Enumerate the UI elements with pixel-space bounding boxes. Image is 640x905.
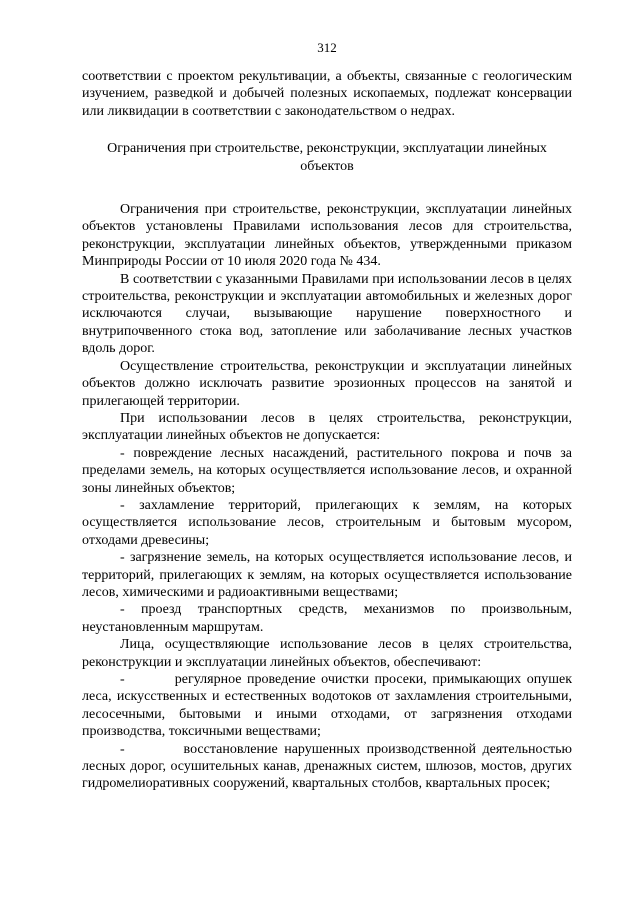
list-item: - загрязнение земель, на которых осуществляется использование лесов, и территорий, прилегающих к землям, на которых осуществляется использование лесов, химическими и радиоактивными веществами; [82,550,572,600]
paragraph: При использовании лесов в целях строительства, реконструкции, эксплуатации линейных объектов не допускается: [82,410,572,444]
section-heading: Ограничения при строительстве, реконструкции, эксплуатации линейных объектов [107,141,547,174]
list-item: - регулярное проведение очистки просеки, примыкающих опушек леса, искусственных и естественных водотоков от захламления строительными, лесосечными, бытовыми и иными отходами, от загрязнения отходами производства, токсичными веществами; [82,672,572,740]
list-item: - захламление территорий, прилегающих к землям, на которых осуществляется использование лесов, строительным и бытовым мусором, отходами древесины; [82,497,572,548]
list-item: - проезд транспортных средств, механизмов по произвольным, неустановленным маршрутам. [82,602,572,635]
paragraph: Ограничения при строительстве, реконструкции, эксплуатации линейных объектов установлены Правилами использования лесов для строительства, реконструкции, эксплуатации линейных объектов, утвержденными приказом Минприроды России от 10 июля 2020 года № 434. [82,202,572,270]
list-item: - восстановление нарушенных производственной деятельностью лесных дорог, осушительных канав, дренажных систем, шлюзов, мостов, других гидромелиоративных сооружений, квартальных столбов, квартальных просек; [82,741,572,792]
paragraph: Осуществление строительства, реконструкции и эксплуатации линейных объектов должно исключать развитие эрозионных процессов на занятой и прилегающей территории. [82,358,572,409]
document-body [82,68,572,793]
document-page [82,0,572,905]
paragraph: Лица, осуществляющие использование лесов в целях строительства, реконструкции и эксплуатации линейных объектов, обеспечивают: [82,637,572,670]
list-item: - повреждение лесных насаждений, растительного покрова и почв за пределами земель, на которых осуществляется использование лесов, и охранной зоны линейных объектов; [82,445,572,496]
intro-paragraph: соответствии с проектом рекультивации, а объекты, связанные с геологическим изучением, разведкой и добычей полезных ископаемых, подлежат консервации или ликвидации в соответствии с законодательством о недрах. [82,69,572,119]
paragraph: В соответствии с указанными Правилами при использовании лесов в целях строительства, реконструкции и эксплуатации автомобильных и железных дорог исключаются случаи, вызывающие нарушение поверхностного и внутрипочвенного стока вод, затопление или заболачивание лесных участков вдоль дорог. [82,271,572,357]
page-number: 312 [317,40,337,55]
